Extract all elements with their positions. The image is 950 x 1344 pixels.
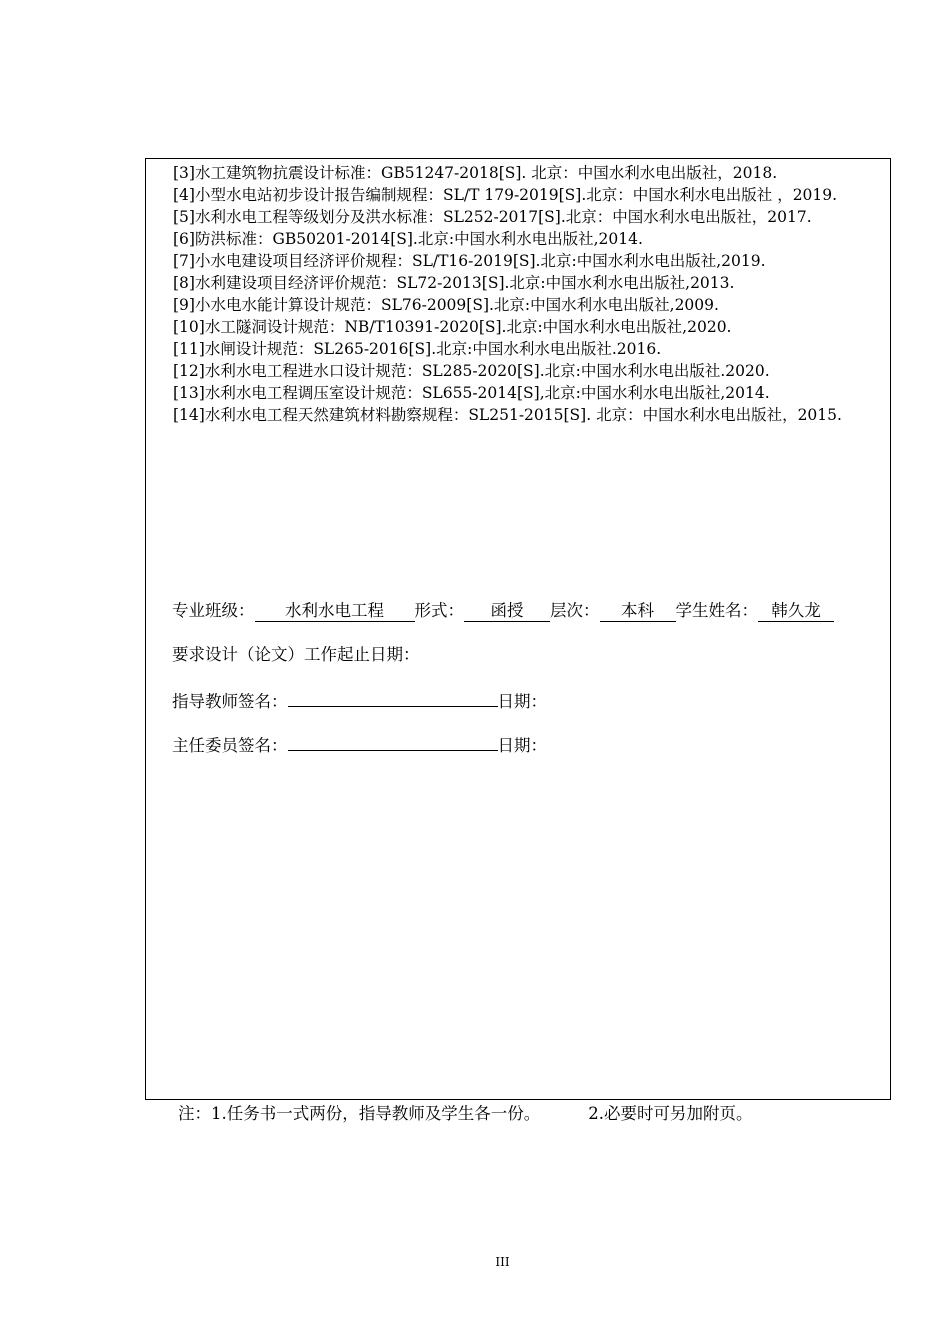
director-signature-line xyxy=(288,732,498,751)
reference-item: [11]水闸设计规范：SL265-2016[S].北京:中国水利水电出版社.2016. xyxy=(173,340,662,358)
reference-item: [10]水工隧洞设计规范：NB/T10391-2020[S].北京:中国水利水电出版社,2020. xyxy=(173,318,732,336)
advisor-signature-row xyxy=(172,688,547,713)
reference-item: [7]小水电建设项目经济评价规程：SL/T16-2019[S].北京:中国水利水电出版社,2019. xyxy=(173,252,766,270)
student-info-row xyxy=(172,600,834,622)
footnote-part-1: 注：1.任务书一式两份，指导教师及学生各一份。 xyxy=(178,1104,541,1123)
footnote xyxy=(178,1103,753,1125)
level-value: 本科 xyxy=(600,601,676,622)
reference-item: [4]小型水电站初步设计报告编制规程：SL/T 179-2019[S].北京：中国水利水电出版社 ，2019. xyxy=(173,186,838,204)
reference-item: [3]水工建筑物抗震设计标准：GB51247-2018[S]. 北京：中国水利水电出版社，2018. xyxy=(173,164,778,182)
reference-item: [6]防洪标准：GB50201-2014[S].北京:中国水利水电出版社,2014. xyxy=(173,230,643,248)
reference-item: [5]水利水电工程等级划分及洪水标准：SL252-2017[S].北京：中国水利水电出版社，2017. xyxy=(173,208,812,226)
reference-item: [9]小水电水能计算设计规范：SL76-2009[S].北京:中国水利水电出版社,2009. xyxy=(173,296,719,314)
student-name-label: 学生姓名： xyxy=(675,601,758,620)
page-number: III xyxy=(495,1255,510,1269)
reference-item: [8]水利建设项目经济评价规范：SL72-2013[S].北京:中国水利水电出版社,2013. xyxy=(173,274,735,292)
reference-list xyxy=(154,162,884,426)
student-name-value: 韩久龙 xyxy=(758,601,834,622)
form-value: 函授 xyxy=(464,601,550,622)
footnote-part-2: 2.必要时可另加附页。 xyxy=(588,1104,753,1123)
advisor-signature-label: 指导教师签名： xyxy=(172,692,288,711)
major-label: 专业班级： xyxy=(172,601,255,620)
reference-item: [14]水利水电工程天然建筑材料勘察规程：SL251-2015[S]. 北京：中国水利水电出版社，2015. xyxy=(173,406,842,424)
director-signature-row xyxy=(172,732,547,757)
work-dates-row xyxy=(172,644,420,666)
level-label: 层次： xyxy=(550,601,600,620)
form-label: 形式： xyxy=(414,601,464,620)
director-signature-label: 主任委员签名： xyxy=(172,736,288,755)
major-value: 水利水电工程 xyxy=(255,601,415,622)
task-form-frame xyxy=(145,158,891,1100)
advisor-date-label: 日期： xyxy=(497,692,547,711)
advisor-signature-line xyxy=(288,688,498,707)
reference-item: [12]水利水电工程进水口设计规范：SL285-2020[S].北京:中国水利水电出版社.2020. xyxy=(173,362,770,380)
reference-item: [13]水利水电工程调压室设计规范：SL655-2014[S],北京:中国水利水电出版社,2014. xyxy=(173,384,770,402)
director-date-label: 日期： xyxy=(497,736,547,755)
work-dates-label: 要求设计（论文）工作起止日期： xyxy=(172,645,420,664)
